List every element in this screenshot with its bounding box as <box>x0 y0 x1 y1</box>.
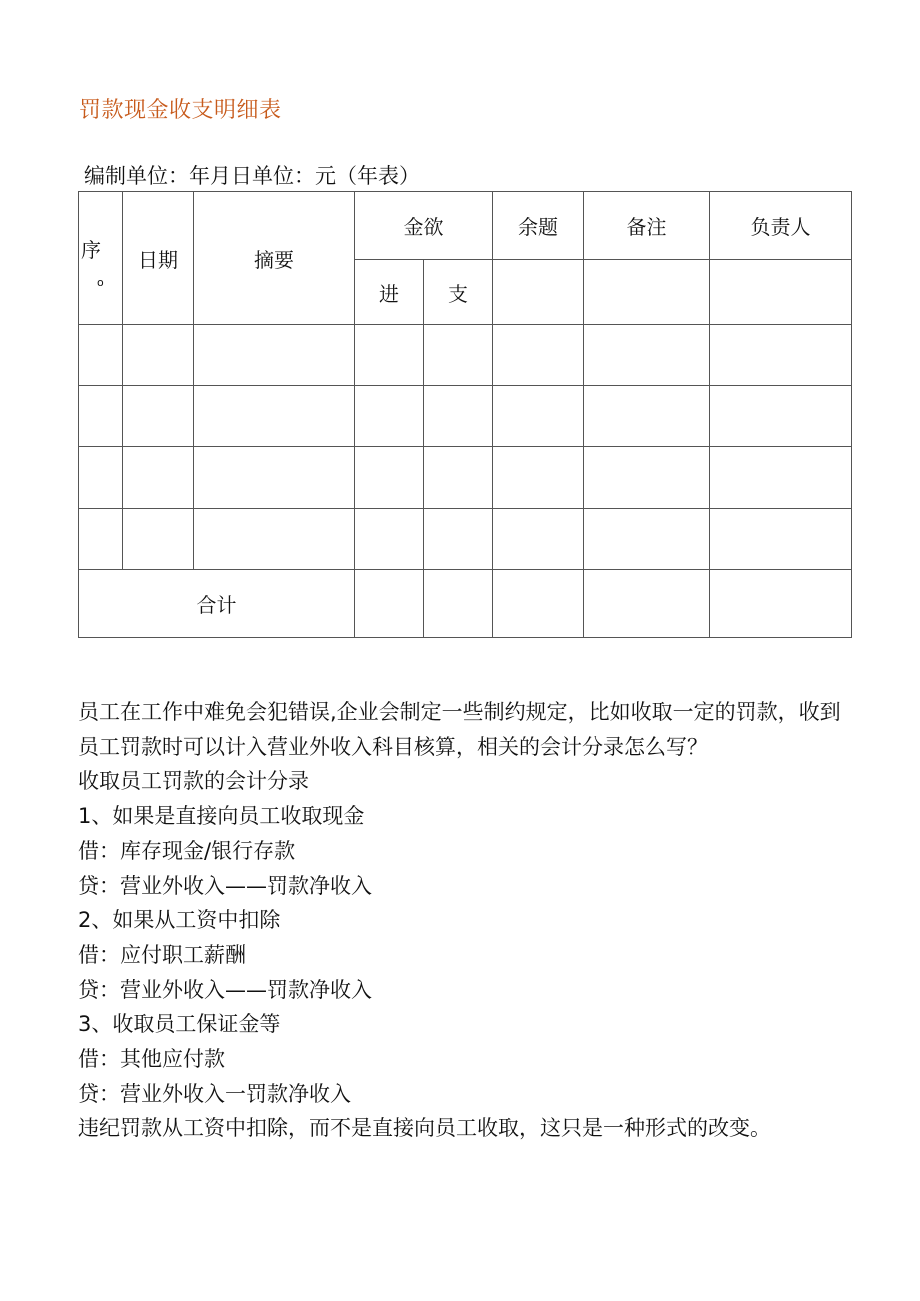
table-cell <box>424 447 493 509</box>
header-seq <box>79 192 123 325</box>
table-cell <box>710 260 852 325</box>
case-2-credit: 贷：营业外收入——罚款净收入 <box>78 977 372 1002</box>
table-cell <box>123 447 194 509</box>
table-cell <box>79 447 123 509</box>
table-cell <box>424 386 493 447</box>
unit-line: 编制单位：年月日单位：元（年表） <box>84 164 420 188</box>
total-label: 合计 <box>79 570 355 638</box>
table-cell <box>493 509 584 570</box>
header-owner: 负责人 <box>710 192 852 260</box>
table-row <box>79 447 852 509</box>
header-date: 日期 <box>123 192 194 325</box>
table-cell <box>710 509 852 570</box>
table-cell <box>355 570 424 638</box>
header-note: 备注 <box>584 192 710 260</box>
case-1-credit: 贷：营业外收入——罚款净收入 <box>78 873 372 898</box>
table-cell <box>194 509 355 570</box>
table-row <box>79 325 852 386</box>
table-cell <box>584 447 710 509</box>
table-cell <box>493 260 584 325</box>
table-cell <box>79 325 123 386</box>
header-seq-label: 序 <box>81 238 101 262</box>
table-cell <box>194 447 355 509</box>
table-cell <box>355 386 424 447</box>
header-row <box>79 192 852 260</box>
table-cell <box>424 509 493 570</box>
page-title: 罚款现金收支明细表 <box>79 98 282 123</box>
table-cell <box>710 570 852 638</box>
table-cell <box>123 386 194 447</box>
case-2-heading: 2、如果从工资中扣除 <box>78 908 281 933</box>
table-cell <box>424 325 493 386</box>
table-cell <box>584 386 710 447</box>
table-cell <box>584 570 710 638</box>
table-cell <box>355 447 424 509</box>
table-cell <box>355 509 424 570</box>
table-cell <box>493 570 584 638</box>
header-amount-in: 进 <box>355 260 424 325</box>
table-cell <box>584 325 710 386</box>
table-row <box>79 386 852 447</box>
closing-paragraph: 违纪罚款从工资中扣除，而不是直接向员工收取，这只是一种形式的改变。 <box>78 1116 771 1141</box>
ledger-table <box>78 191 852 638</box>
table-cell <box>493 325 584 386</box>
table-cell <box>584 509 710 570</box>
case-2-debit: 借：应付职工薪酬 <box>78 942 246 967</box>
explanation-text <box>78 695 848 1146</box>
table-cell <box>79 509 123 570</box>
table-cell <box>123 325 194 386</box>
table-cell <box>710 386 852 447</box>
table-cell <box>584 260 710 325</box>
table-cell <box>710 325 852 386</box>
case-3-heading: 3、收取员工保证金等 <box>78 1012 281 1037</box>
table-cell <box>355 325 424 386</box>
table-cell <box>493 447 584 509</box>
header-amount: 金欲 <box>355 192 493 260</box>
case-3-debit: 借：其他应付款 <box>78 1047 225 1072</box>
intro-paragraph: 员工在工作中难免会犯错误,企业会制定一些制约规定，比如收取一定的罚款，收到员工罚款时可以计入营业外收入科目核算，相关的会计分录怎么写？ <box>78 700 841 759</box>
section-heading: 收取员工罚款的会计分录 <box>78 769 309 794</box>
case-3-credit: 贷：营业外收入一罚款净收入 <box>78 1081 351 1106</box>
table-cell <box>710 447 852 509</box>
table-cell <box>123 509 194 570</box>
header-summary: 摘要 <box>194 192 355 325</box>
header-amount-out: 支 <box>424 260 493 325</box>
table-cell <box>194 386 355 447</box>
header-balance: 余题 <box>493 192 584 260</box>
table-cell <box>79 386 123 447</box>
header-seq-suffix: o <box>97 276 104 289</box>
case-1-heading: 1、如果是直接向员工收取现金 <box>78 804 365 829</box>
table-cell <box>493 386 584 447</box>
table-cell <box>424 570 493 638</box>
total-row <box>79 570 852 638</box>
table-cell <box>194 325 355 386</box>
case-1-debit: 借：库存现金/银行存款 <box>78 838 296 863</box>
table-row <box>79 509 852 570</box>
